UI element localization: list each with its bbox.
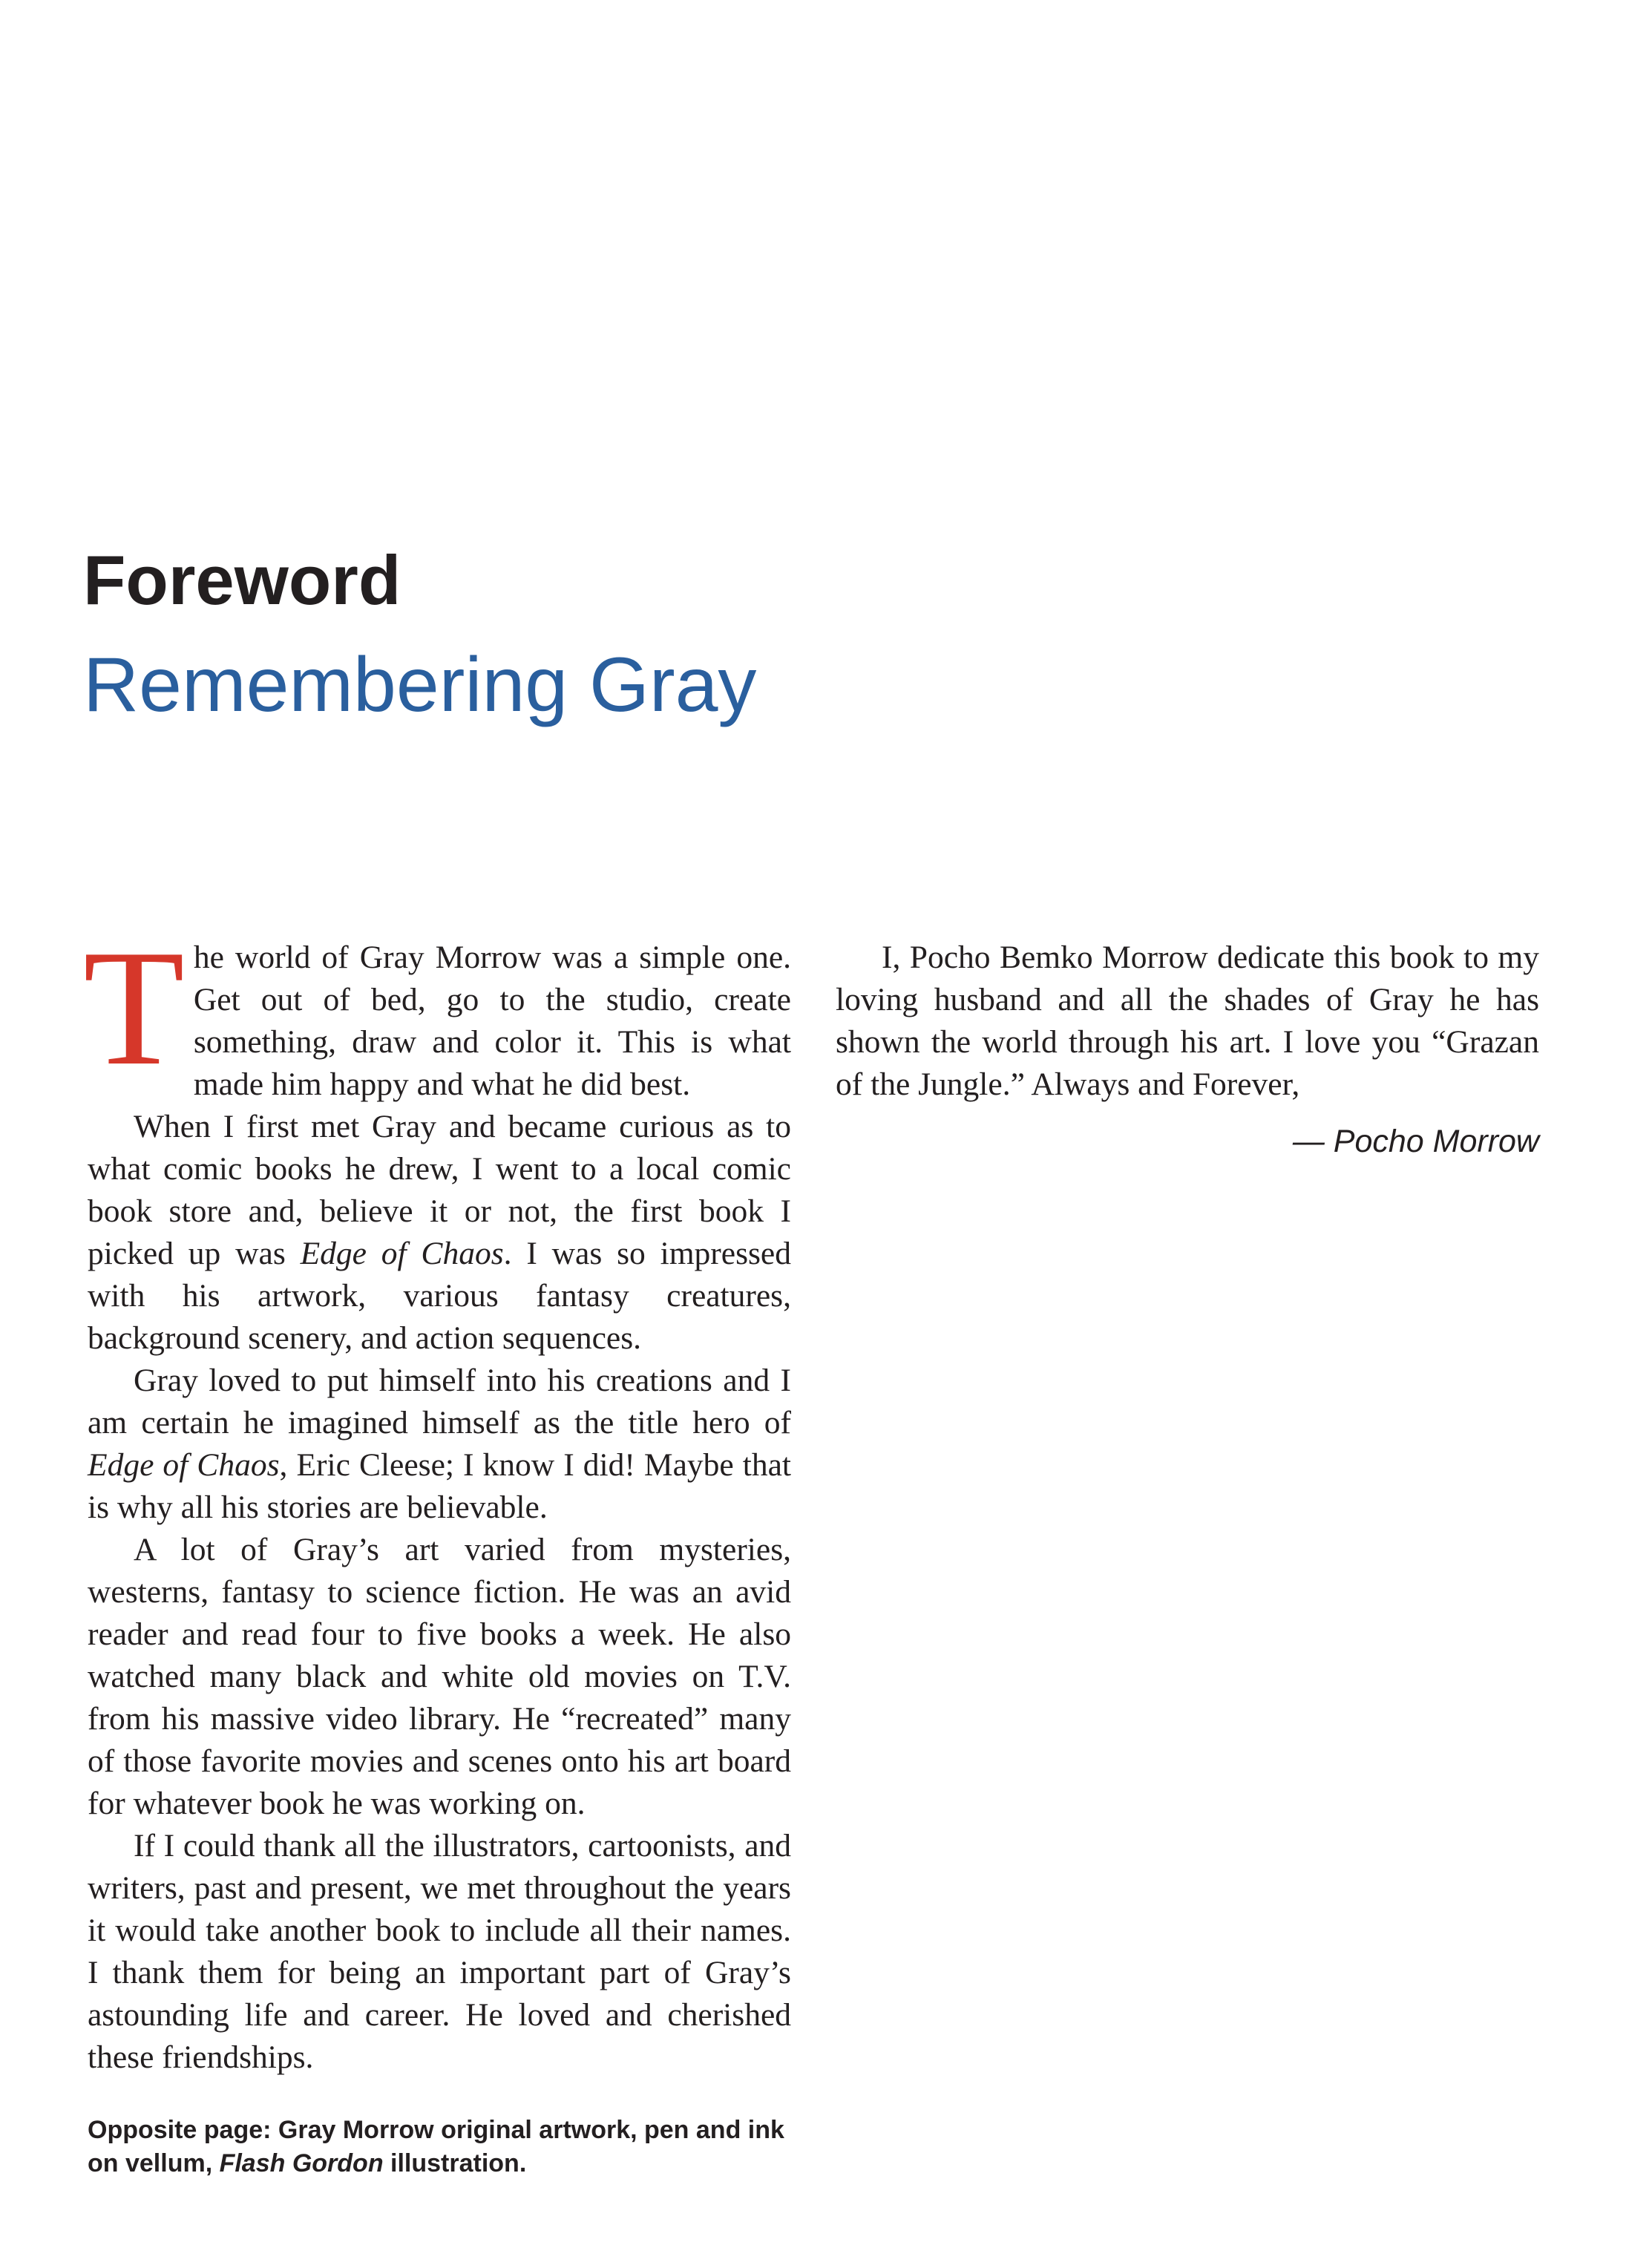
paragraph-5: If I could thank all the illustrators, cartoonists, and writers, past and present, we met throughout the years it would take another book to include all their names. I thank them for being an important part of Gray’s astounding life and career. He loved and cherished these friendships.: [88, 1828, 791, 2075]
caption-artwork-title: Flash Gordon: [219, 2149, 384, 2177]
body-column-right: [836, 937, 1539, 1163]
body-column-left: [83, 916, 791, 2079]
paragraph-4: A lot of Gray’s art varied from mysteries, westerns, fantasy to science fiction. He was an avid reader and read four to five books a week. He also watched many black and white old movies on T.V. from his massive video library. He “recreated” many of those favorite movies and scenes onto his art board for whatever book he was working on.: [88, 1532, 791, 1821]
paragraph-1-text: he world of Gray Morrow was a simple one. Get out of bed, go to the studio, create something, draw and color it. This is what made him happy and what he did best.: [193, 940, 791, 1102]
paragraph-3: [88, 1360, 791, 1529]
caption-tail: illustration.: [383, 2149, 527, 2177]
section-label: Foreword: [83, 541, 401, 619]
paragraph-3-text-b: , Eric Cleese; I know I did! Maybe that is why all his stories are believable.: [88, 1447, 791, 1525]
drop-cap: T: [83, 916, 185, 1100]
paragraph-2-text-b: . I was so impressed with his artwork, various fantasy creatures, background scenery, and action sequences.: [88, 1236, 791, 1356]
paragraph-2: [88, 1106, 791, 1360]
signature: — Pocho Morrow: [1292, 1124, 1539, 1159]
image-caption: [88, 2114, 800, 2180]
paragraph-1: [83, 916, 791, 1106]
paragraph-2-text-a: When I first met Gray and became curious as to what comic books he drew, I went to a local comic book store and, believe it or not, the first book I picked up was: [88, 1109, 791, 1271]
book-title-edge-of-chaos: Edge of Chaos: [88, 1447, 280, 1483]
page-title: Remembering Gray: [83, 642, 757, 728]
dedication-paragraph: I, Pocho Bemko Morrow dedicate this book to my loving husband and all the shades of Gray he has shown the world through his art. I love you “Grazan of the Jungle.” Always and Forever,: [836, 940, 1539, 1102]
caption-text: Opposite page: Gray Morrow original artwork, pen and ink on vellum,: [88, 2116, 784, 2177]
book-title-edge-of-chaos: Edge of Chaos: [300, 1236, 504, 1271]
paragraph-3-text-a: Gray loved to put himself into his creations and I am certain he imagined himself as the title hero of: [88, 1363, 791, 1441]
